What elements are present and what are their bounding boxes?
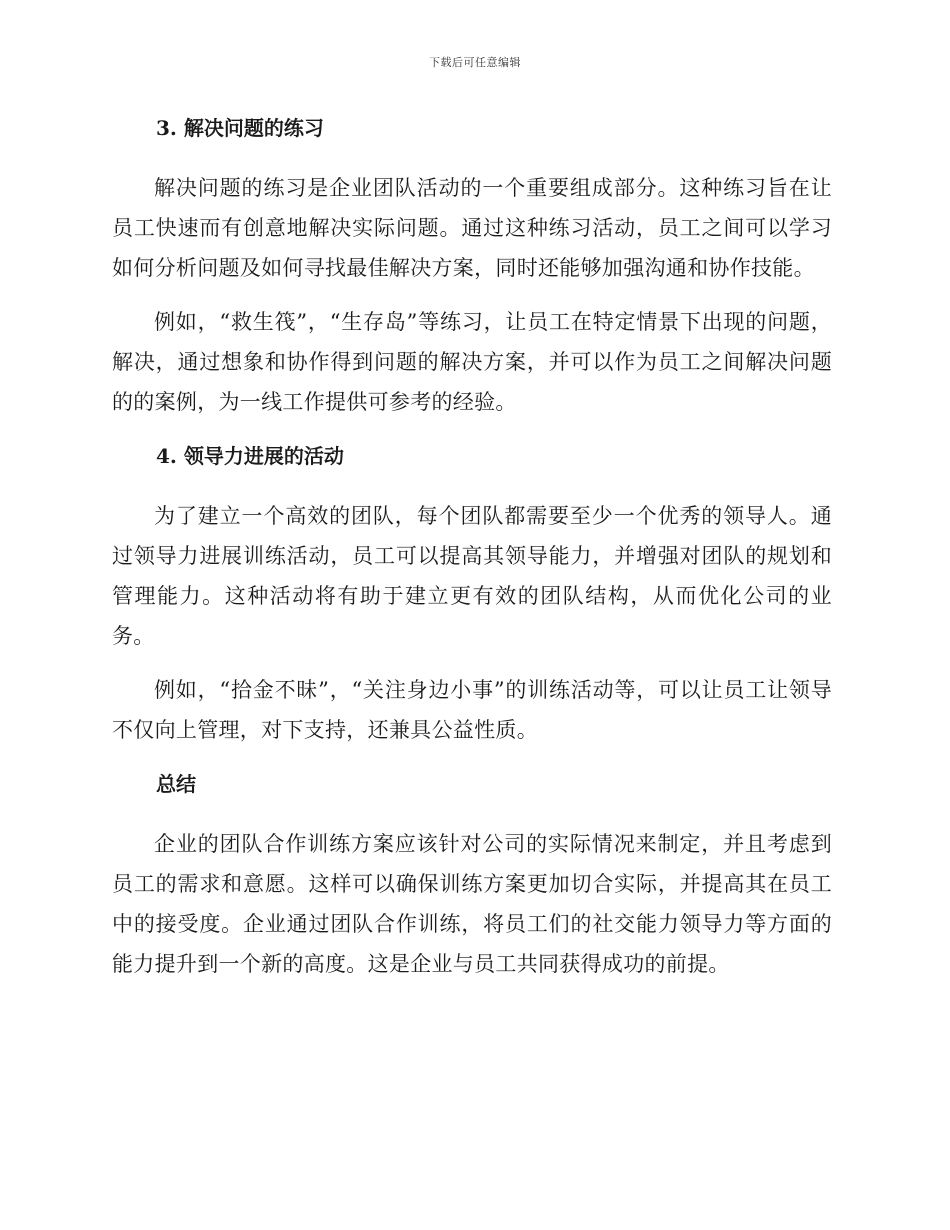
document-body (112, 108, 832, 998)
paragraph: 例如，“救生筏”，“生存岛”等练习，让员工在特定情景下出现的问题，解决，通过想象和协作得到问题的解决方案，并可以作为员工之间解决问题的的案例，为一线工作提供可参考的经验。 (112, 310, 832, 414)
section-heading-leadership: 4. 领导力进展的活动 (156, 444, 344, 468)
section-heading-problem-solving: 3. 解决问题的练习 (156, 116, 324, 140)
page-header: 下载后可任意编辑 (429, 56, 521, 69)
paragraph: 例如，“拾金不昧”，“关注身边小事”的训练活动等，可以让员工让领导不仅向上管理，对下支持，还兼具公益性质。 (112, 678, 832, 742)
paragraph: 解决问题的练习是企业团队活动的一个重要组成部分。这种练习旨在让员工快速而有创意地解决实际问题。通过这种练习活动，员工之间可以学习如何分析问题及如何寻找最佳解决方案，同时还能够加强沟通和协作技能。 (112, 176, 832, 280)
section-heading-summary: 总结 (156, 772, 196, 796)
paragraph: 企业的团队合作训练方案应该针对公司的实际情况来制定，并且考虑到员工的需求和意愿。这样可以确保训练方案更加切合实际，并提高其在员工中的接受度。企业通过团队合作训练，将员工们的社交能力领导力等方面的能力提升到一个新的高度。这是企业与员工共同获得成功的前提。 (112, 832, 832, 976)
paragraph: 为了建立一个高效的团队，每个团队都需要至少一个优秀的领导人。通过领导力进展训练活动，员工可以提高其领导能力，并增强对团队的规划和管理能力。这种活动将有助于建立更有效的团队结构，从而优化公司的业务。 (112, 504, 832, 648)
